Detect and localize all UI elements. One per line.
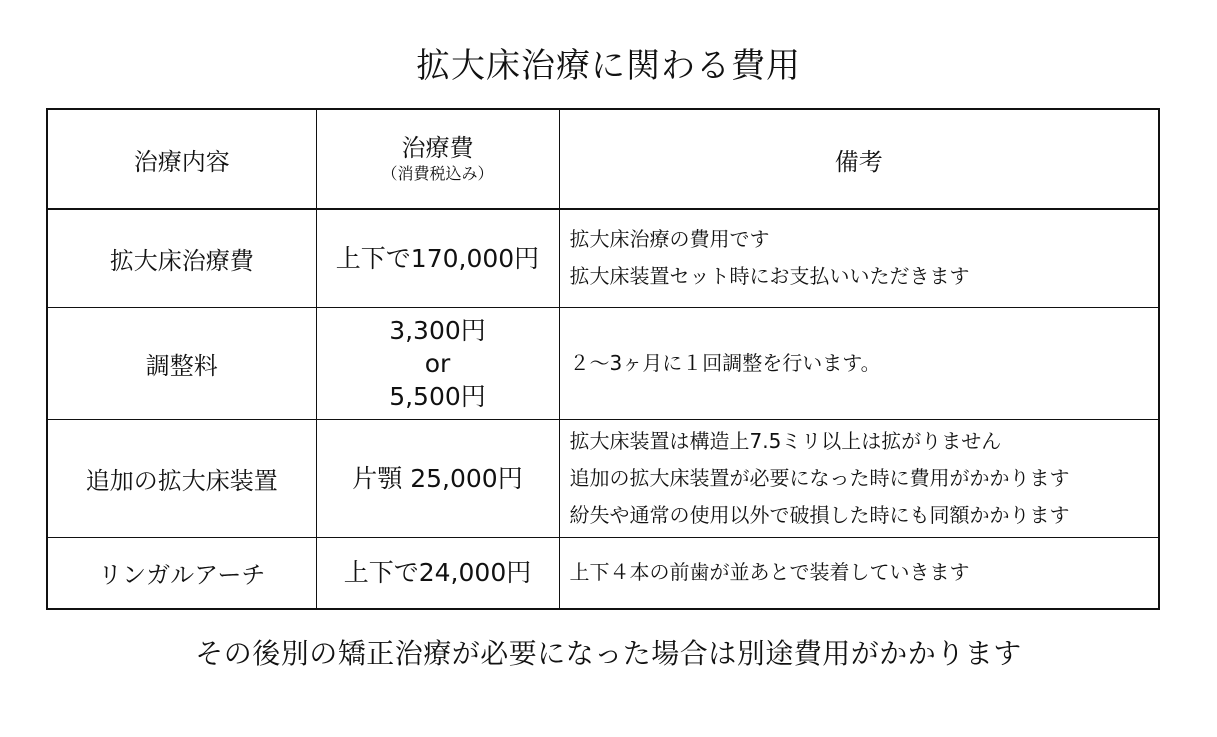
header-remarks: 備考 [559, 109, 1159, 209]
fee-line: or [424, 348, 451, 378]
treatment-name: 追加の拡大床装置 [47, 419, 316, 537]
remark-line: 紛失や通常の使用以外で破損した時にも同額かかります [569, 502, 1070, 527]
header-treatment: 治療内容 [47, 109, 316, 209]
remarks-cell [559, 537, 1159, 609]
treatment-name: リンガルアーチ [47, 537, 316, 609]
remark-line: 拡大床治療の費用です [569, 227, 770, 252]
page-title: 拡大床治療に関わる費用 [416, 46, 801, 86]
table-row [47, 537, 1159, 609]
remark-line: 拡大床装置セット時にお支払いいただきます [569, 264, 970, 289]
remarks-cell [559, 209, 1159, 307]
fee-line: 上下で170,000円 [335, 243, 540, 273]
treatment-name: 拡大床治療費 [47, 209, 316, 307]
treatment-fee [316, 307, 559, 419]
remarks-cell [559, 307, 1159, 419]
remark-line: 拡大床装置は構造上7.5ミリ以上は拡がりません [569, 428, 1002, 453]
treatment-fee [316, 419, 559, 537]
fee-line: 3,300円 [389, 315, 486, 345]
header-fee-label: 治療費 [401, 134, 474, 162]
table-row [47, 419, 1159, 537]
table-header-row [47, 109, 1159, 209]
table-row [47, 209, 1159, 307]
header-fee-tax-note: （消費税込み） [381, 164, 494, 183]
remarks-cell [559, 419, 1159, 537]
fee-line: 片顎 25,000円 [352, 463, 523, 493]
remark-line: 追加の拡大床装置が必要になった時に費用がかかります [569, 465, 1070, 490]
fee-table [46, 108, 1160, 610]
remark-line: ２〜3ヶ月に１回調整を行います。 [569, 350, 881, 375]
treatment-fee [316, 537, 559, 609]
table-row [47, 307, 1159, 419]
remark-line: 上下４本の前歯が並あとで装着していきます [569, 560, 970, 585]
treatment-name: 調整料 [47, 307, 316, 419]
fee-line: 5,500円 [389, 381, 486, 411]
footer-note: その後別の矯正治療が必要になった場合は別途費用がかかります [195, 637, 1022, 670]
treatment-fee [316, 209, 559, 307]
header-fee [316, 109, 559, 209]
fee-line: 上下で24,000円 [343, 558, 532, 588]
